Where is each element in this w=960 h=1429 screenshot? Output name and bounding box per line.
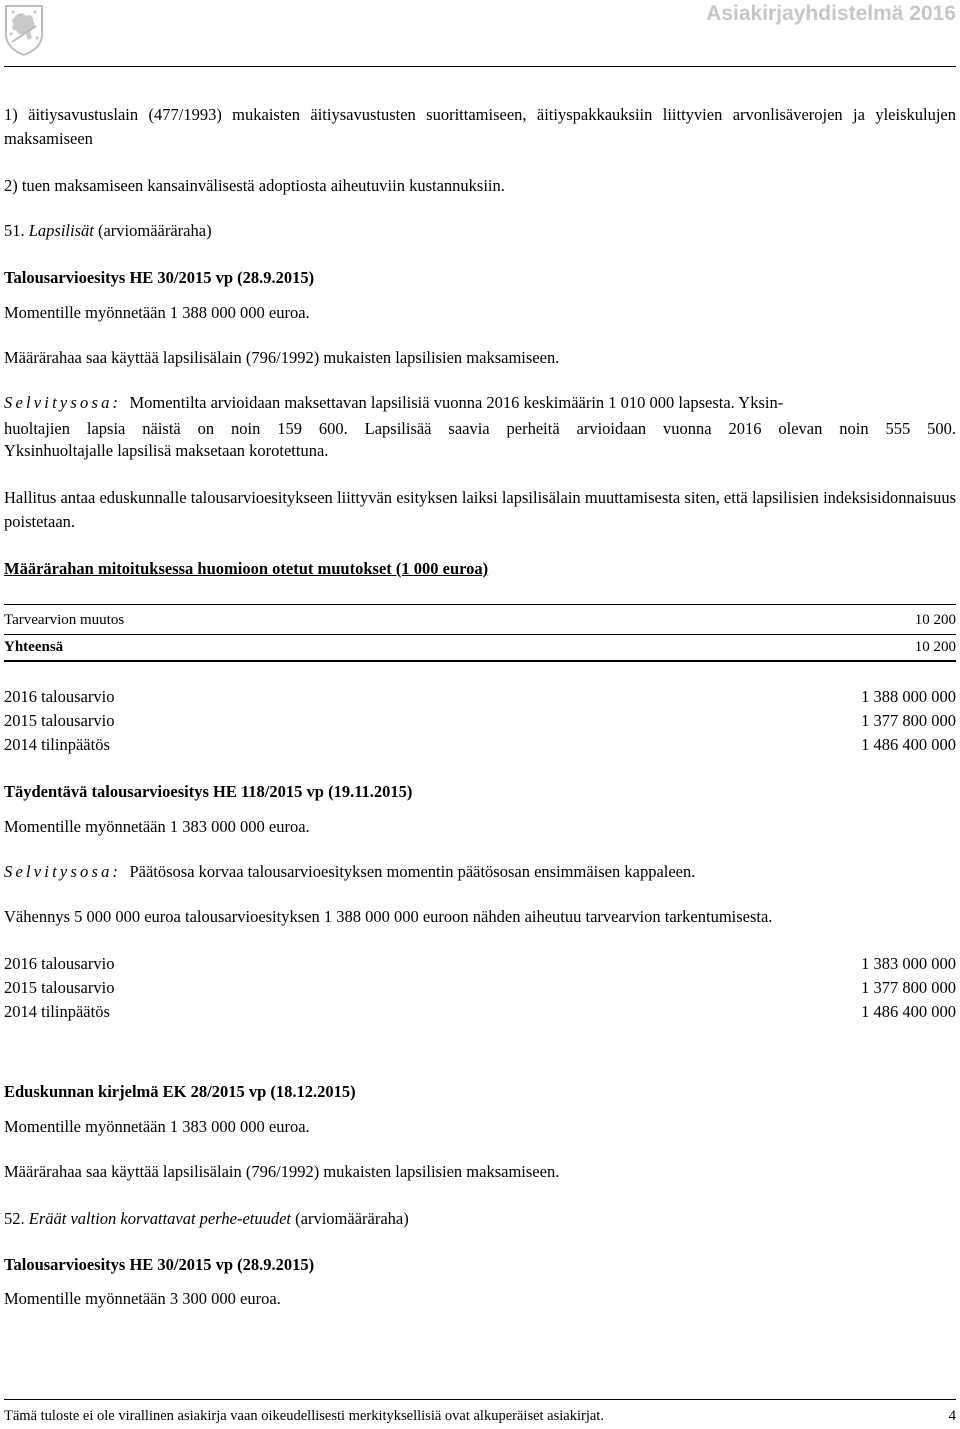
moment-name: Eräät valtion korvattavat perhe-etuudet	[28, 1209, 292, 1228]
reduction-text: Vähennys 5 000 000 euroa talousarvioesityksen 1 388 000 000 euroon nähden aiheutuu tarvearvion tarkentumisesta.	[4, 907, 773, 926]
explanation-line-3: Yksinhuoltajalle lapsilisä maksetaan korotettuna.	[4, 441, 329, 460]
moment-kind: (arviomääräraha)	[295, 1209, 409, 1228]
parliament-usage: Määrärahaa saa käyttää lapsilisälain (796/1992) mukaisten lapsilisien maksamiseen.	[4, 1162, 560, 1181]
moment-52-heading	[4, 1209, 409, 1229]
page-number: 4	[948, 1408, 956, 1424]
table-bottom-rule	[4, 660, 956, 662]
moment-name: Lapsilisät	[28, 221, 94, 240]
list-item-1: 1) äitiysavustuslain (477/1993) mukaisten äitiysavustusten suorittamiseen, äitiyspakkauksiin liittyvien arvonlisäverojen ja yleiskulujen maksamiseen	[4, 105, 956, 148]
budget-proposal-heading: Talousarvioesitys HE 30/2015 vp (28.9.2015)	[4, 1255, 315, 1274]
table-row-value: 10 200	[914, 612, 956, 628]
explanation-2	[4, 862, 695, 882]
history-value: 1 486 400 000	[861, 1002, 956, 1021]
moment-51-heading	[4, 221, 212, 241]
history-label: 2016 talousarvio	[4, 687, 115, 706]
granted-amount: Momentille myönnetään 3 300 000 euroa.	[4, 1289, 281, 1308]
budget-proposal-heading: Talousarvioesitys HE 30/2015 vp (28.9.2015)	[4, 268, 315, 287]
history-label: 2014 tilinpäätös	[4, 735, 110, 754]
explanation-label: Selvitysosa:	[4, 393, 122, 412]
parliament-granted: Momentille myönnetään 1 383 000 000 euroa.	[4, 1117, 310, 1136]
parliament-heading: Eduskunnan kirjelmä EK 28/2015 vp (18.12.2015)	[4, 1082, 356, 1101]
explanation-label: Selvitysosa:	[4, 862, 122, 881]
table-total-label: Yhteensä	[4, 639, 64, 655]
history-value: 1 388 000 000	[861, 687, 956, 706]
moment-number: 52.	[4, 1209, 25, 1228]
moment-kind: (arviomääräraha)	[97, 221, 212, 240]
history-value: 1 377 800 000	[861, 978, 956, 997]
supplementary-heading: Täydentävä talousarvioesitys HE 118/2015 vp (19.11.2015)	[4, 782, 413, 801]
table-total-value: 10 200	[914, 639, 956, 655]
history-value: 1 377 800 000	[861, 711, 956, 730]
history-value: 1 383 000 000	[861, 954, 956, 973]
explanation-text: Päätösosa korvaa talousarvioesityksen momentin päätösosan ensimmäisen kappaleen.	[129, 862, 696, 881]
document-title: Asiakirjayhdistelmä 2016	[706, 2, 956, 25]
supplementary-granted: Momentille myönnetään 1 383 000 000 euroa.	[4, 817, 310, 836]
explanation-line-2: huoltajien lapsia näistä on noin 159 600. Lapsilisää saavia perheitä arvioidaan vuonna 2016 olevan noin 555 500.	[4, 419, 956, 438]
footer-divider	[4, 1399, 956, 1400]
footer-disclaimer: Tämä tuloste ei ole virallinen asiakirja vaan oikeudellisesti merkityksellisiä ovat alkuperäiset asiakirjat.	[4, 1408, 604, 1424]
history-value: 1 486 400 000	[861, 735, 956, 754]
history-label: 2015 talousarvio	[4, 978, 115, 997]
granted-amount: Momentille myönnetään 1 388 000 000 euroa.	[4, 303, 310, 322]
moment-number: 51.	[4, 221, 25, 240]
history-label: 2016 talousarvio	[4, 954, 115, 973]
changes-heading: Määrärahan mitoituksessa huomioon otetut muutokset (1 000 euroa)	[4, 559, 489, 578]
explanation-line-1	[4, 393, 783, 413]
history-label: 2014 tilinpäätös	[4, 1002, 110, 1021]
table-top-rule	[4, 604, 956, 605]
explanation-text-1: Momentilta arvioidaan maksettavan lapsilisiä vuonna 2016 keskimäärin 1 010 000 lapsesta. Yksin-	[129, 393, 784, 412]
coat-of-arms-icon	[4, 4, 44, 56]
government-proposal-text: Hallitus antaa eduskunnalle talousarvioesitykseen liittyvän esityksen laiksi lapsilisälain muuttamisesta siten, että lapsilisien indeksisidonnaisuus poistetaan.	[4, 488, 956, 531]
header-divider	[4, 66, 956, 67]
list-item-2: 2) tuen maksamiseen kansainvälisestä adoptiosta aiheutuviin kustannuksiin.	[4, 176, 505, 195]
usage-text: Määrärahaa saa käyttää lapsilisälain (796/1992) mukaisten lapsilisien maksamiseen.	[4, 348, 560, 367]
table-row-label: Tarvearvion muutos	[4, 612, 125, 628]
history-label: 2015 talousarvio	[4, 711, 115, 730]
table-mid-rule	[4, 634, 956, 635]
